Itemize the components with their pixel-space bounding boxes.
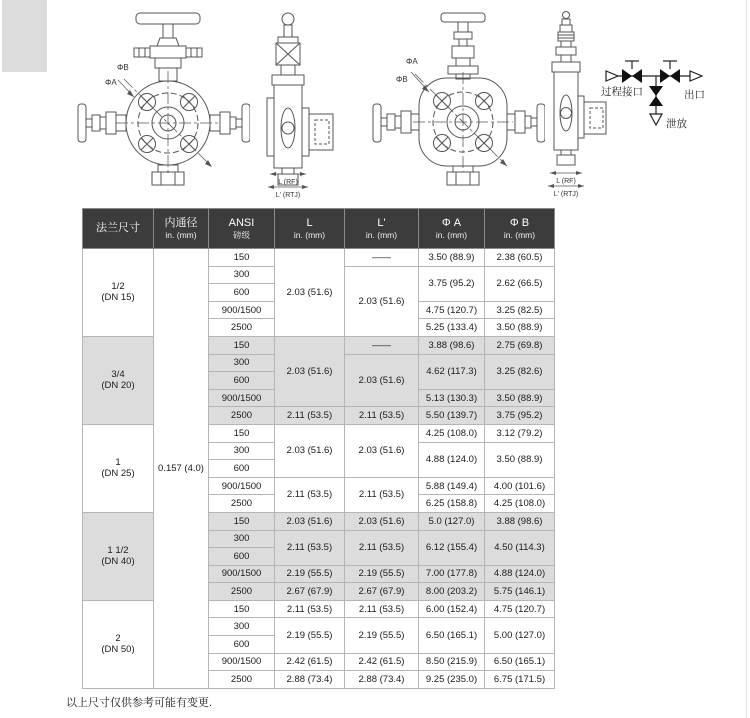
dim-l-rtj-label: L' (RTJ) [275,192,301,199]
outlet-port-symbol [690,71,702,81]
dim-cell-l-prime: 2.11 (53.5) [345,477,419,512]
outlet-label: 出口 [684,89,705,101]
ansi-class-cell: 150 [209,249,275,267]
flange-size-cell: 3/4 (DN 20) [83,336,154,424]
dim-cell-phi-b: 4.00 (101.6) [485,477,555,495]
dim-cell-phi-b: 5.75 (146.1) [485,583,555,601]
ansi-class-cell: 150 [209,336,275,354]
dim-cell-l-prime: 2.03 (51.6) [345,266,419,336]
process-connection-label: 过程接口 [601,86,643,98]
dim-cell-l: 2.11 (53.5) [275,477,345,512]
flow-schematic [598,52,750,140]
dim-cell-phi-b: 3.50 (88.9) [485,389,555,407]
dim-cell-phi-a: 6.25 (158.8) [419,495,485,513]
dim-l-rf-label: L (RF) [556,178,576,185]
dim-cell-l-prime: 2.03 (51.6) [345,424,419,477]
dim-cell-phi-a: 3.75 (95.2) [419,266,485,301]
dim-cell-phi-b: 3.50 (88.9) [485,442,555,477]
table-header [83,209,555,249]
dim-cell-phi-b: 4.50 (114.3) [485,530,555,565]
dim-cell-phi-b: 6.75 (171.5) [485,671,555,689]
dim-cell-l-prime: 2.67 (67.9) [345,583,419,601]
dim-cell-phi-a: 4.88 (124.0) [419,442,485,477]
ansi-class-cell: 2500 [209,407,275,425]
dim-cell-phi-a: 6.50 (165.1) [419,618,485,653]
dim-cell-l: 2.03 (51.6) [275,512,345,530]
dim-cell-l: 2.19 (55.5) [275,618,345,653]
dim-cell-phi-b: 5.00 (127.0) [485,618,555,653]
dim-cell-l: 2.11 (53.5) [275,600,345,618]
manifold-front-view-drawing-2 [355,8,545,200]
dim-cell-phi-b: 4.88 (124.0) [485,565,555,583]
dim-l-rtj-label: L' (RTJ) [553,191,579,198]
ansi-class-cell: 2500 [209,583,275,601]
outlet-valve-icon [660,69,670,83]
dim-cell-phi-b: 3.12 (79.2) [485,424,555,442]
isolate-valve-icon [622,69,632,83]
ansi-class-cell: 900/1500 [209,477,275,495]
t-handle [441,13,485,22]
dim-cell-l-prime: 2.03 (51.6) [345,512,419,530]
dim-cell-phi-a: 4.62 (117.3) [419,354,485,389]
dim-cell-l: 2.11 (53.5) [275,530,345,565]
dim-cell-l-prime: —— [345,249,419,267]
dim-cell-l: 2.19 (55.5) [275,565,345,583]
dim-cell-l-prime: 2.03 (51.6) [345,354,419,407]
dim-cell-phi-a: 4.75 (120.7) [419,301,485,319]
dim-cell-phi-a: 5.25 (133.4) [419,319,485,337]
col-header-bore: 内通径 in. (mm) [154,209,209,249]
phi-b-label: ΦB [117,63,129,72]
dim-cell-phi-a: 8.00 (203.2) [419,583,485,601]
dim-cell-l: 2.03 (51.6) [275,336,345,406]
dim-l-rf-label: L (RF) [278,179,298,186]
dim-cell-l: 2.42 (61.5) [275,653,345,671]
dim-cell-phi-a: 6.00 (152.4) [419,600,485,618]
ansi-class-cell: 600 [209,284,275,302]
col-header-ansi-class: ANSI 磅级 [209,209,275,249]
col-header-l-prime: L' in. (mm) [345,209,419,249]
dim-cell-phi-a: 4.25 (108.0) [419,424,485,442]
manifold-front-view-drawing-1 [60,8,250,200]
ansi-class-cell: 300 [209,618,275,636]
dimensions-table-body [83,249,555,689]
ansi-class-cell: 300 [209,442,275,460]
ansi-class-cell: 2500 [209,495,275,513]
dim-cell-l: 2.03 (51.6) [275,424,345,477]
dim-cell-l: 2.67 (67.9) [275,583,345,601]
col-header-phi-b: Φ B in. (mm) [485,209,555,249]
dim-cell-l-prime: 2.19 (55.5) [345,618,419,653]
ansi-class-cell: 600 [209,460,275,478]
dim-cell-l: 2.11 (53.5) [275,407,345,425]
dim-cell-phi-b: 2.75 (69.8) [485,336,555,354]
dim-cell-phi-b: 2.62 (66.5) [485,266,555,301]
dim-cell-l-prime: —— [345,336,419,354]
table-row [83,600,555,618]
table-row [83,336,555,354]
ansi-class-cell: 600 [209,372,275,390]
vent-port-symbol [650,114,662,125]
ansi-class-cell: 300 [209,266,275,284]
process-port-symbol [606,71,618,81]
dim-cell-phi-a: 5.50 (139.7) [419,407,485,425]
vent-valve-icon [649,86,663,96]
dim-cell-phi-b: 6.50 (165.1) [485,653,555,671]
ansi-class-cell: 600 [209,636,275,654]
dim-cell-l-prime: 2.11 (53.5) [345,600,419,618]
dim-cell-l-prime: 2.19 (55.5) [345,565,419,583]
dim-cell-phi-a: 5.0 (127.0) [419,512,485,530]
ansi-class-cell: 900/1500 [209,653,275,671]
dim-cell-phi-a: 5.88 (149.4) [419,477,485,495]
dim-cell-phi-a: 5.13 (130.3) [419,389,485,407]
ansi-class-cell: 150 [209,512,275,530]
flange-size-cell: 1 1/2 (DN 40) [83,512,154,600]
dim-cell-phi-b: 3.25 (82.6) [485,354,555,389]
ansi-class-cell: 150 [209,600,275,618]
dim-cell-phi-b: 3.88 (98.6) [485,512,555,530]
ansi-class-cell: 300 [209,530,275,548]
phi-a-label: ΦA [406,57,418,66]
ansi-class-cell: 900/1500 [209,565,275,583]
dim-cell-phi-a: 6.12 (155.4) [419,530,485,565]
dim-cell-phi-b: 3.75 (95.2) [485,407,555,425]
dim-cell-phi-a: 3.50 (88.9) [419,249,485,267]
dimensions-table [82,208,555,689]
table-row [83,424,555,442]
table-row [83,512,555,530]
table-row [83,249,555,267]
flange-size-cell: 2 (DN 50) [83,600,154,688]
phi-b-label: ΦB [396,75,408,84]
flange-size-cell: 1 (DN 25) [83,424,154,512]
dim-cell-l-prime: 2.11 (53.5) [345,407,419,425]
ansi-class-cell: 2500 [209,319,275,337]
page-corner-block [2,0,47,72]
left-process-connection [373,104,419,142]
dim-cell-phi-a: 7.00 (177.8) [419,565,485,583]
dim-cell-phi-a: 8.50 (215.9) [419,653,485,671]
dim-cell-l: 2.88 (73.4) [275,671,345,689]
ansi-class-cell: 2500 [209,671,275,689]
dim-cell-phi-a: 9.25 (235.0) [419,671,485,689]
dim-cell-phi-b: 3.50 (88.9) [485,319,555,337]
bore-cell: 0.157 (4.0) [154,249,209,689]
col-header-phi-a: Φ A in. (mm) [419,209,485,249]
dim-cell-phi-b: 2.38 (60.5) [485,249,555,267]
dim-cell-phi-a: 3.88 (98.6) [419,336,485,354]
col-header-l: L in. (mm) [275,209,345,249]
ansi-class-cell: 300 [209,354,275,372]
ansi-class-cell: 900/1500 [209,389,275,407]
dim-cell-l: 2.03 (51.6) [275,249,345,337]
vent-label: 泄放 [666,118,687,130]
ansi-class-cell: 150 [209,424,275,442]
manifold-side-view-drawing-1 [252,8,345,200]
ansi-class-cell: 900/1500 [209,301,275,319]
dim-cell-phi-b: 4.25 (108.0) [485,495,555,513]
dim-cell-phi-b: 4.75 (120.7) [485,600,555,618]
dim-cell-phi-b: 3.25 (82.5) [485,301,555,319]
dim-cell-l-prime: 2.11 (53.5) [345,530,419,565]
phi-a-label: ΦA [105,78,117,87]
col-header-flange-size: 法兰尺寸 [83,209,154,249]
ansi-class-cell: 600 [209,548,275,566]
flange-size-cell: 1/2 (DN 15) [83,249,154,337]
dim-cell-l-prime: 2.42 (61.5) [345,653,419,671]
t-handle [136,13,200,24]
dim-cell-l-prime: 2.88 (73.4) [345,671,419,689]
footer-note: 以上尺寸仅供参考可能有变更. [66,697,213,709]
